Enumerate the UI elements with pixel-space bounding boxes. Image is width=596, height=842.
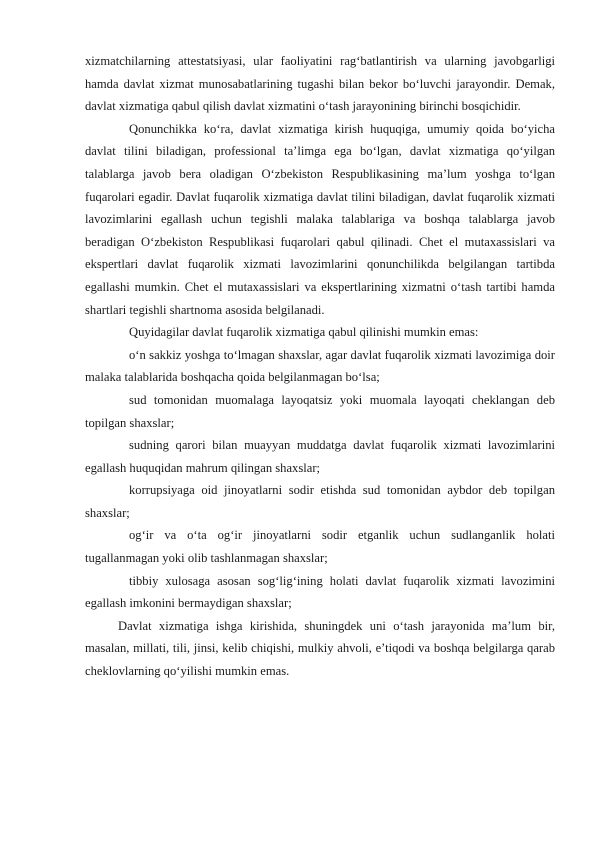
list-item-court-ban: sudning qarori bilan muayyan muddatga davlat fuqarolik xizmati lavozimlarini egallash huquqidan mahrum qilingan shaxslar; xyxy=(85,438,555,475)
list-item-age: o‘n sakkiz yoshga to‘lmagan shaxslar, agar davlat fuqarolik xizmati lavozimiga doir malaka talablarida boshqacha qoida belgilanmagan bo‘lsa; xyxy=(85,347,555,385)
list-item-corruption: korrupsiyaga oid jinoyatlarni sodir etishda sud tomonidan aybdor deb topilgan shaxslar; xyxy=(85,483,555,520)
paragraph-non-discrimination: Davlat xizmatiga ishga kirishida, shuningdek uni o‘tash jarayonida ma’lum bir, masalan, millati, tili, jinsi, kelib chiqishi, mulkiy ahvoli, e’tiqodi va boshqa belgilarga qarab cheklovlarning qo‘yilishi mumkin emas. xyxy=(85,618,555,679)
paragraph-entry-right: Qonunchikka ko‘ra, davlat xizmatiga kirish huquqiga, umumiy qoida bo‘yicha davlat tilini biladigan, professional ta’limga ega bo‘lgan, davlat xizmatiga qo‘yilgan talablarga javob bera oladigan O‘zbekiston Respublikasining ma’lum yoshga to‘lgan fuqarolari egadir. Davlat fuqarolik xizmatiga davlat tilini biladigan, davlat fuqarolik xizmati lavozimlarini egallash uchun tegishli malaka talablariga va boshqa talablarga javob beradigan O‘zbekiston Respublikasi fuqarolari qabul qilinadi. Chet el mutaxassislari va ekspertlari davlat fuqarolik xizmati lavozimlarini qonunchilikda belgilangan tartibda egallashi mumkin. Chet el mutaxassislari va ekspertlarining xizmatni o‘tash tartibi hamda shartlari tegishli shartnoma asosida belgilanadi. xyxy=(85,121,555,317)
paragraph-list-intro: Quyidagilar davlat fuqarolik xizmatiga qabul qilinishi mumkin emas: xyxy=(129,325,479,340)
document-page xyxy=(85,50,555,683)
list-item-incapacity: sud tomonidan muomalaga layoqatsiz yoki muomala layoqati cheklangan deb topilgan shaxslar; xyxy=(85,392,555,430)
list-item-criminal-record: og‘ir va o‘ta og‘ir jinoyatlarni sodir etganlik uchun sudlanganlik holati tugallanmagan yoki olib tashlanmagan shaxslar; xyxy=(85,528,555,566)
list-item-health: tibbiy xulosaga asosan sog‘lig‘ining holati davlat fuqarolik xizmati lavozimini egallash imkonini bermaydigan shaxslar; xyxy=(85,573,555,611)
paragraph-continuation: xizmatchilarning attestatsiyasi, ular faoliyatini rag‘batlantirish va ularning javobgarligi hamda davlat xizmat munosabatlarining tugashi bilan bekor bo‘luvchi jarayondir. Demak, davlat xizmatiga qabul qilish davlat xizmatini o‘tash jarayonining birinchi bosqichidir. xyxy=(85,54,555,114)
